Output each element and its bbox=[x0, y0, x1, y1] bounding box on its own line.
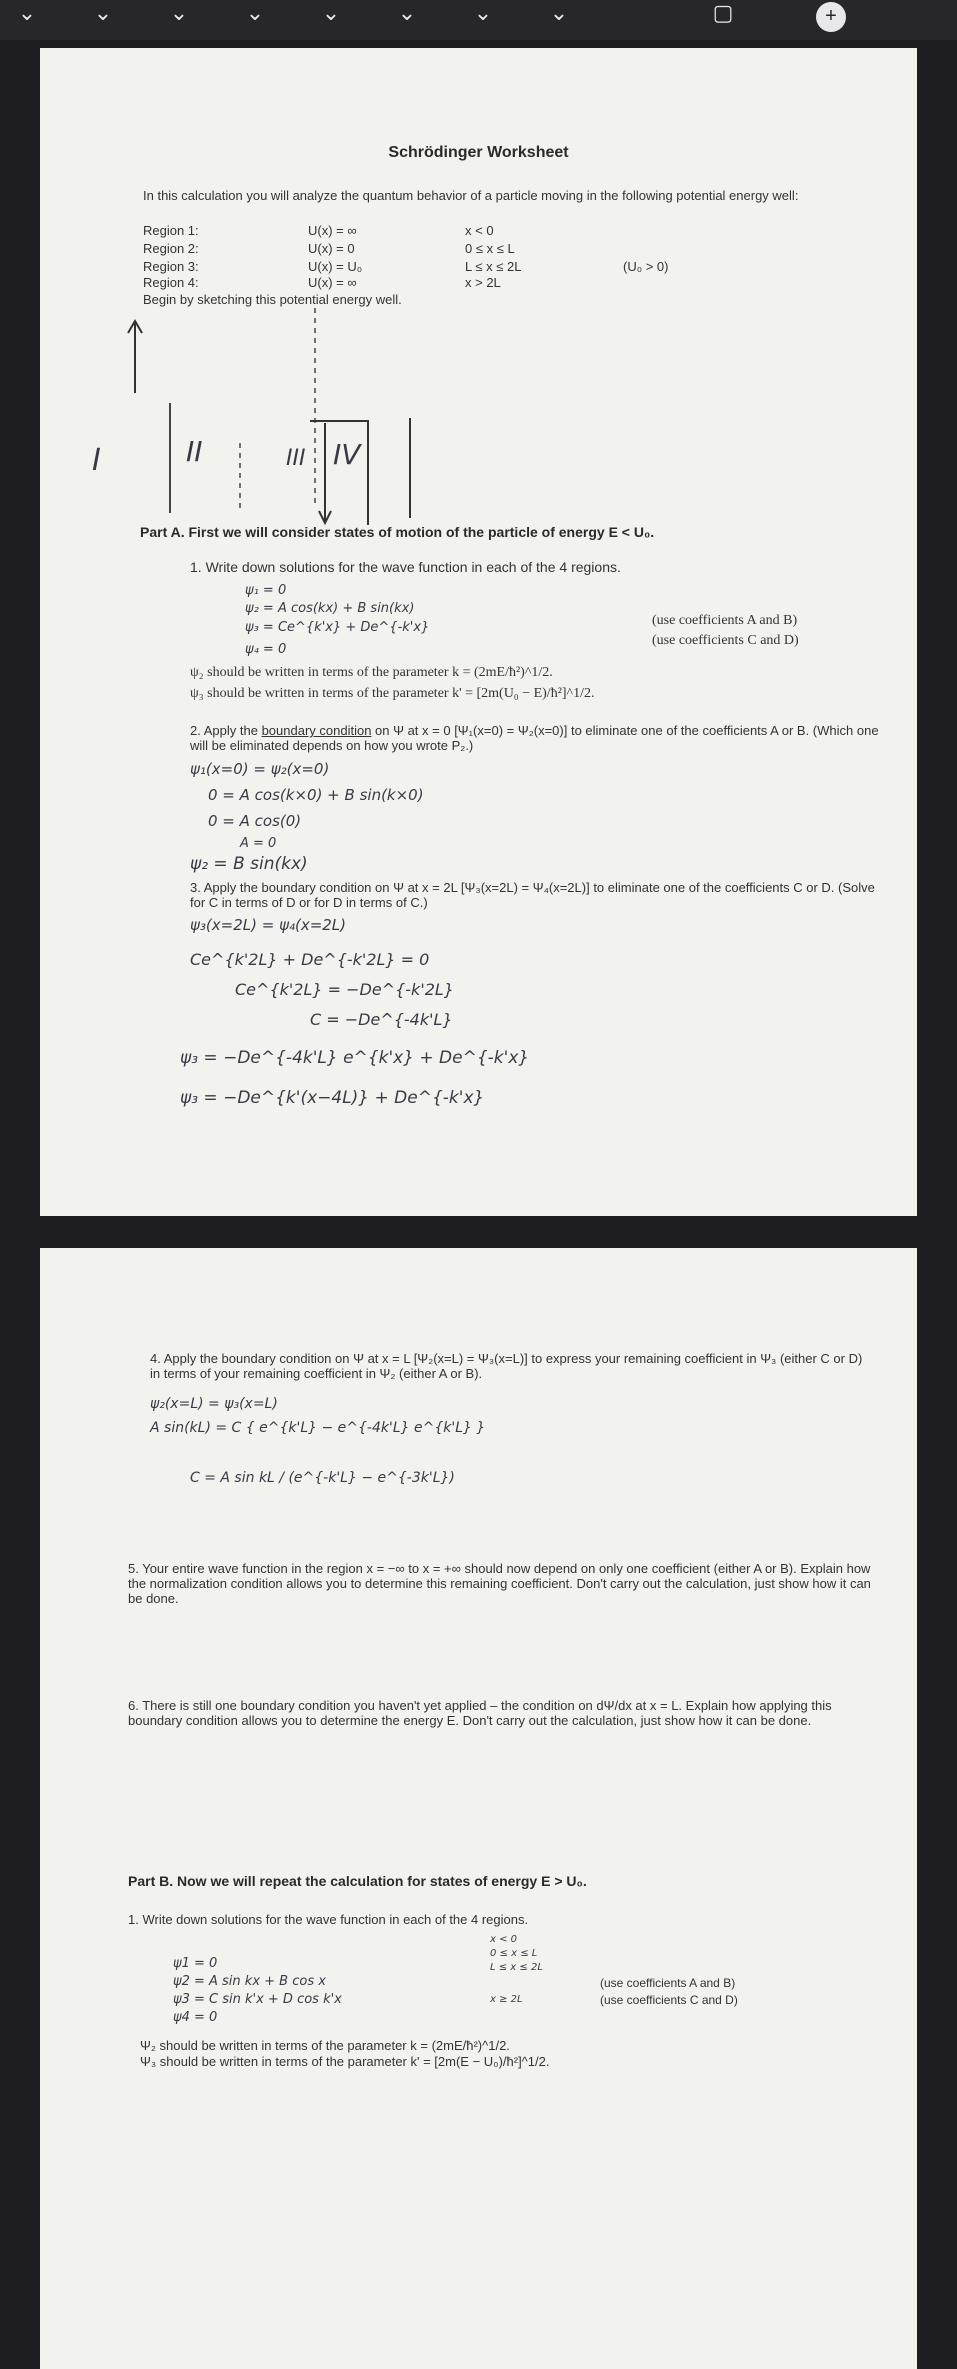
parameter-k-prime: ψ₃ should be written in terms of the parameter k' = [2m(U₀ − E)/ħ²]^1/2. bbox=[190, 686, 595, 701]
q3-work-line: ψ₃ = −De^{-4k'L} e^{k'x} + De^{-k'x} bbox=[180, 1048, 530, 1068]
answer-psi3: ψ₃ = Ce^{k'x} + De^{-k'x} bbox=[245, 620, 430, 635]
answer-psi2: ψ₂ = A cos(kx) + B sin(kx) bbox=[245, 601, 415, 616]
square-icon[interactable]: ▢ bbox=[712, 0, 734, 25]
answer-psi4: ψ₄ = 0 bbox=[245, 642, 287, 657]
chevron-down-icon[interactable]: ⌄ bbox=[169, 0, 189, 25]
coefficient-note-cd: (use coefficients C and D) bbox=[652, 633, 799, 648]
q2-work-line: 0 = A cos(0) bbox=[208, 812, 302, 830]
q3-work-line: ψ₃ = −De^{k'(x−4L)} + De^{-k'x} bbox=[180, 1088, 485, 1108]
chevron-down-icon[interactable]: ⌄ bbox=[93, 0, 113, 25]
margin-note: 0 ≤ x ≤ L bbox=[490, 1948, 538, 1959]
sketch-label-4: IV bbox=[333, 438, 361, 471]
parameter-k-prime: Ψ₃ should be written in terms of the parameter k' = [2m(E − U₀)/ħ²]^1/2. bbox=[140, 2054, 550, 2069]
q3-work-line: ψ₃(x=2L) = ψ₄(x=2L) bbox=[190, 916, 347, 934]
sketch-label-2: II bbox=[186, 435, 203, 468]
part-a-heading: Part A. First we will consider states of motion of the particle of energy E < U₀. bbox=[140, 524, 655, 540]
energy-axis bbox=[128, 321, 142, 393]
chevron-down-icon[interactable]: ⌄ bbox=[321, 0, 341, 25]
answer-b-psi1: ψ1 = 0 bbox=[173, 1956, 218, 1971]
part-b-heading: Part B. Now we will repeat the calculation for states of energy E > U₀. bbox=[128, 1873, 587, 1889]
sketch-label-3: III bbox=[286, 446, 306, 471]
answer-b-psi3: ψ3 = C sin k'x + D cos k'x bbox=[173, 1992, 342, 2007]
margin-note: x ≥ 2L bbox=[490, 1994, 523, 2005]
question-1: 1. Write down solutions for the wave function in each of the 4 regions. bbox=[190, 559, 621, 575]
sketch-prompt: Begin by sketching this potential energy well. bbox=[143, 292, 402, 307]
answer-b-psi2: ψ2 = A sin kx + B cos x bbox=[173, 1974, 326, 1989]
question-3: 3. Apply the boundary condition on Ψ at x = 2L [Ψ₃(x=2L) = Ψ₄(x=2L)] to eliminate one of the coefficients C or D. (Solve for C in terms of D or for D in terms of C.) bbox=[190, 880, 875, 910]
barrier-step bbox=[310, 421, 368, 525]
q3-work-line: C = −De^{-4k'L} bbox=[310, 1010, 453, 1029]
question-4: 4. Apply the boundary condition on Ψ at x = L [Ψ₂(x=L) = Ψ₃(x=L)] to express your remaining coefficient in Ψ₃ (either C or D) in terms of your remaining coefficient in Ψ₂ (either A or B). bbox=[150, 1351, 863, 1381]
q4-work-line: A sin(kL) = C { e^{k'L} − e^{-4k'L} e^{k'L} } bbox=[150, 1420, 486, 1436]
parameter-k: Ψ₂ should be written in terms of the parameter k = (2mE/ħ²)^1/2. bbox=[140, 2038, 510, 2053]
q2-work-line: ψ₁(x=0) = ψ₂(x=0) bbox=[190, 760, 330, 778]
answer-psi1: ψ₁ = 0 bbox=[245, 583, 287, 598]
add-page-icon[interactable]: + bbox=[816, 2, 846, 32]
coefficient-note-cd: (use coefficients C and D) bbox=[600, 1993, 738, 2007]
question-b1: 1. Write down solutions for the wave function in each of the 4 regions. bbox=[128, 1912, 529, 1927]
coefficient-note-ab: (use coefficients A and B) bbox=[600, 1976, 736, 1990]
worksheet-title: Schrödinger Worksheet bbox=[388, 144, 569, 161]
chevron-down-icon[interactable]: ⌄ bbox=[17, 0, 37, 25]
q2-work-line: A = 0 bbox=[240, 836, 277, 851]
chevron-down-icon[interactable]: ⌄ bbox=[473, 0, 493, 25]
q4-work-line: ψ₂(x=L) = ψ₃(x=L) bbox=[150, 1396, 278, 1412]
answer-b-psi4: ψ4 = 0 bbox=[173, 2010, 218, 2025]
question-2: 2. Apply the boundary condition on Ψ at x = 0 [Ψ₁(x=0) = Ψ₂(x=0)] to eliminate one of the coefficients A or B. (Which one will be eliminated depends on how you wrote P₂.) bbox=[190, 723, 879, 753]
question-5: 5. Your entire wave function in the region x = −∞ to x = +∞ should now depend on only one coefficient (either A or B). Explain how the normalization condition allows you to determine this remaining coefficient. Don't carry out the calculation, just show how it can be done. bbox=[128, 1561, 871, 1606]
down-arrow bbox=[319, 423, 331, 523]
parameter-k: ψ₂ should be written in terms of the parameter k = (2mE/ħ²)^1/2. bbox=[190, 665, 553, 680]
chevron-down-icon[interactable]: ⌄ bbox=[397, 0, 417, 25]
q4-work-line: C = A sin kL / (e^{-k'L} − e^{-3k'L}) bbox=[190, 1470, 455, 1486]
chevron-down-icon[interactable]: ⌄ bbox=[245, 0, 265, 25]
coefficient-note-ab: (use coefficients A and B) bbox=[652, 613, 798, 628]
q2-work-line: 0 = A cos(k×0) + B sin(k×0) bbox=[208, 786, 424, 804]
q3-work-line: Ce^{k'2L} + De^{-k'2L} = 0 bbox=[190, 950, 430, 969]
q2-work-line: ψ₂ = B sin(kx) bbox=[190, 854, 308, 874]
margin-note: x < 0 bbox=[490, 1934, 518, 1945]
potential-well-sketch bbox=[110, 303, 440, 528]
intro-text: In this calculation you will analyze the quantum behavior of a particle moving in the following potential energy well: bbox=[143, 188, 799, 203]
worksheet-page-2 bbox=[40, 1248, 917, 2369]
sketch-label-1: I bbox=[92, 443, 101, 478]
margin-note: L ≤ x ≤ 2L bbox=[490, 1962, 543, 1973]
q3-work-line: Ce^{k'2L} = −De^{-k'2L} bbox=[235, 980, 454, 999]
question-6: 6. There is still one boundary condition you haven't yet applied – the condition on dΨ/dx at x = L. Explain how applying this boundary condition allows you to determine the energy E. Don't carry out the calculation, just show how it can be done. bbox=[128, 1698, 832, 1728]
viewer-toolbar bbox=[0, 0, 957, 40]
worksheet-page-1: Schrödinger Worksheet In this calculation you will analyze the quantum behavior of a particle moving in the following potential energy well: Region 1: U(x) = ∞ x < 0 Region 2: U(x) = 0 0 ≤ x ≤ L Region 3: U(x) = U₀ L ≤ x ≤ 2L (U₀ > 0) Region 4: U(x) = ∞ x > 2L Begin by sketching this potential energy well. I II III IV Part A. First we will consider states of motion of the particle of energy E < U₀. 1. Write down solutions for the wave function in each of the 4 regions. ψ₁ = 0 ψ₂ = A cos(kx) + B sin(kx) ψ₃ = Ce^{k'x} + De^{-k'x} ψ₄ = 0 (use coefficients A and B) (use coefficients C and D) ψ₂ should be written in terms of the parameter k = (2mE/ħ²)^1/2. ψ₃ should be written in terms of the parameter k' = [2m(U₀ − E)/ħ²]^1/2. 2. Apply the boundary condition on Ψ at x = 0 [Ψ₁(x=0) = Ψ₂(x=0)] to eliminate one of the coefficients A or B. (Which one will be eliminated depends on how you wrote P₂.) ψ₁(x=0) = ψ₂(x=0) 0 = A cos(k×0) + B sin(k×0) 0 = A cos(0) A = 0 ψ₂ = B sin(kx) 3. Apply the boundary condition on Ψ at x = 2L [Ψ₃(x=2L) = Ψ₄(x=2L)] to eliminate one of the coefficients C or D. (Solve for C in terms of D or for D in terms of C.) ψ₃(x=2L) = ψ₄(x=2L) Ce^{k'2L} + De^{-k'2L} = 0 Ce^{k'2L} = −De^{-k'2L} C = −De^{-4k'L} ψ₃ = −De^{-4k'L} e^{k'x} + De^{-k'x} ψ₃ = −De^{k'(x−4L)} + De^{-k'x} bbox=[40, 48, 917, 1216]
chevron-down-icon[interactable]: ⌄ bbox=[549, 0, 569, 25]
